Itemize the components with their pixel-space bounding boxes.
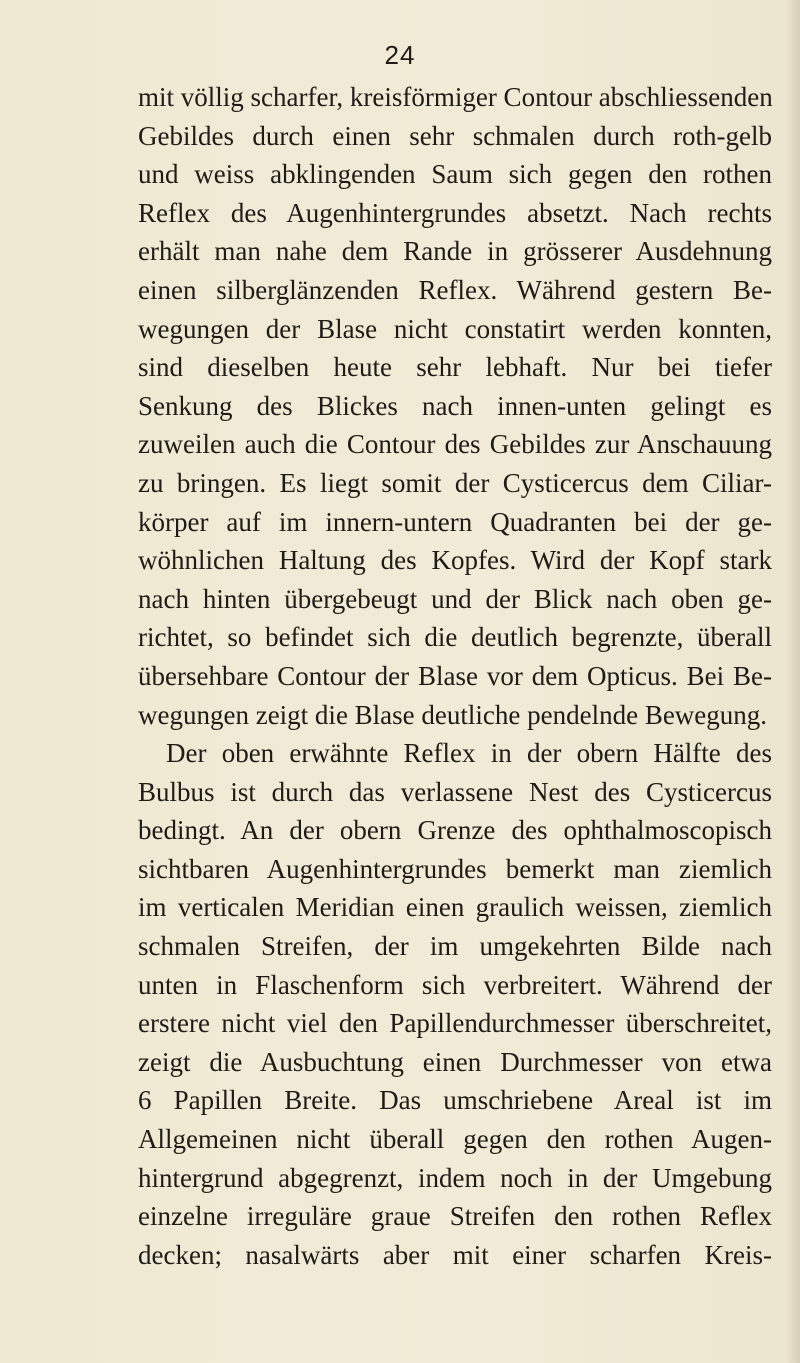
text-line: Gebildes durch einen sehr schmalen durch roth-gelb — [138, 120, 772, 151]
text-line: sichtbaren Augenhintergrundes bemerkt man ziemlich — [138, 853, 772, 884]
text-line: nach hinten übergebeugt und der Blick nach oben ge- — [138, 583, 772, 614]
text-line: erstere nicht viel den Papillendurchmesser überschreitet, — [138, 1008, 772, 1039]
text-line: Der oben erwähnte Reflex in der obern Hälfte des — [166, 738, 772, 769]
text-line: einzelne irreguläre graue Streifen den rothen Reflex — [138, 1201, 772, 1232]
text-line: und weiss abklingenden Saum sich gegen den rothen — [138, 159, 772, 190]
text-line: wöhnlichen Haltung des Kopfes. Wird der Kopf stark — [138, 545, 772, 576]
text-line: im verticalen Meridian einen graulich weissen, ziemlich — [138, 892, 772, 923]
text-line: bedingt. An der obern Grenze des ophthalmoscopisch — [138, 815, 772, 846]
text-line: übersehbare Contour der Blase vor dem Opticus. Bei Be- — [138, 660, 772, 691]
text-line: Allgemeinen nicht überall gegen den rothen Augen- — [138, 1124, 772, 1155]
text-line: zu bringen. Es liegt somit der Cysticercus dem Ciliar- — [138, 467, 772, 498]
text-line: zuweilen auch die Contour des Gebildes zur Anschauung — [138, 429, 772, 460]
text-line: schmalen Streifen, der im umgekehrten Bilde nach — [138, 931, 772, 962]
text-line: sind dieselben heute sehr lebhaft. Nur bei tiefer — [138, 352, 772, 383]
text-line: 6 Papillen Breite. Das umschriebene Areal ist im — [138, 1085, 772, 1116]
page-number: 24 — [384, 40, 416, 70]
page-edge-shadow — [786, 0, 800, 1363]
text-line: körper auf im innern-untern Quadranten bei der ge- — [138, 506, 772, 537]
text-line: Bulbus ist durch das verlassene Nest des Cysticercus — [138, 776, 772, 807]
body-text — [138, 78, 772, 1274]
text-line: unten in Flaschenform sich verbreitert. Während der — [138, 969, 772, 1000]
text-line: richtet, so befindet sich die deutlich begrenzte, überall — [138, 622, 772, 653]
text-line: Reflex des Augenhintergrundes absetzt. Nach rechts — [138, 197, 772, 228]
text-line: decken; nasalwärts aber mit einer scharfen Kreis- — [138, 1239, 772, 1270]
text-line: zeigt die Ausbuchtung einen Durchmesser von etwa — [138, 1046, 772, 1077]
text-line: einen silberglänzenden Reflex. Während gestern Be- — [138, 274, 772, 305]
text-line: hintergrund abgegrenzt, indem noch in der Umgebung — [138, 1162, 772, 1193]
text-line: wegungen der Blase nicht constatirt werden konnten, — [138, 313, 772, 344]
text-line: mit völlig scharfer, kreisförmiger Contour abschliessenden — [138, 82, 773, 112]
text-line: erhält man nahe dem Rande in grösserer Ausdehnung — [138, 236, 772, 267]
text-line: wegungen zeigt die Blase deutliche pendelnde Bewegung. — [138, 699, 768, 730]
text-line: Senkung des Blickes nach innen-unten gelingt es — [138, 390, 772, 421]
